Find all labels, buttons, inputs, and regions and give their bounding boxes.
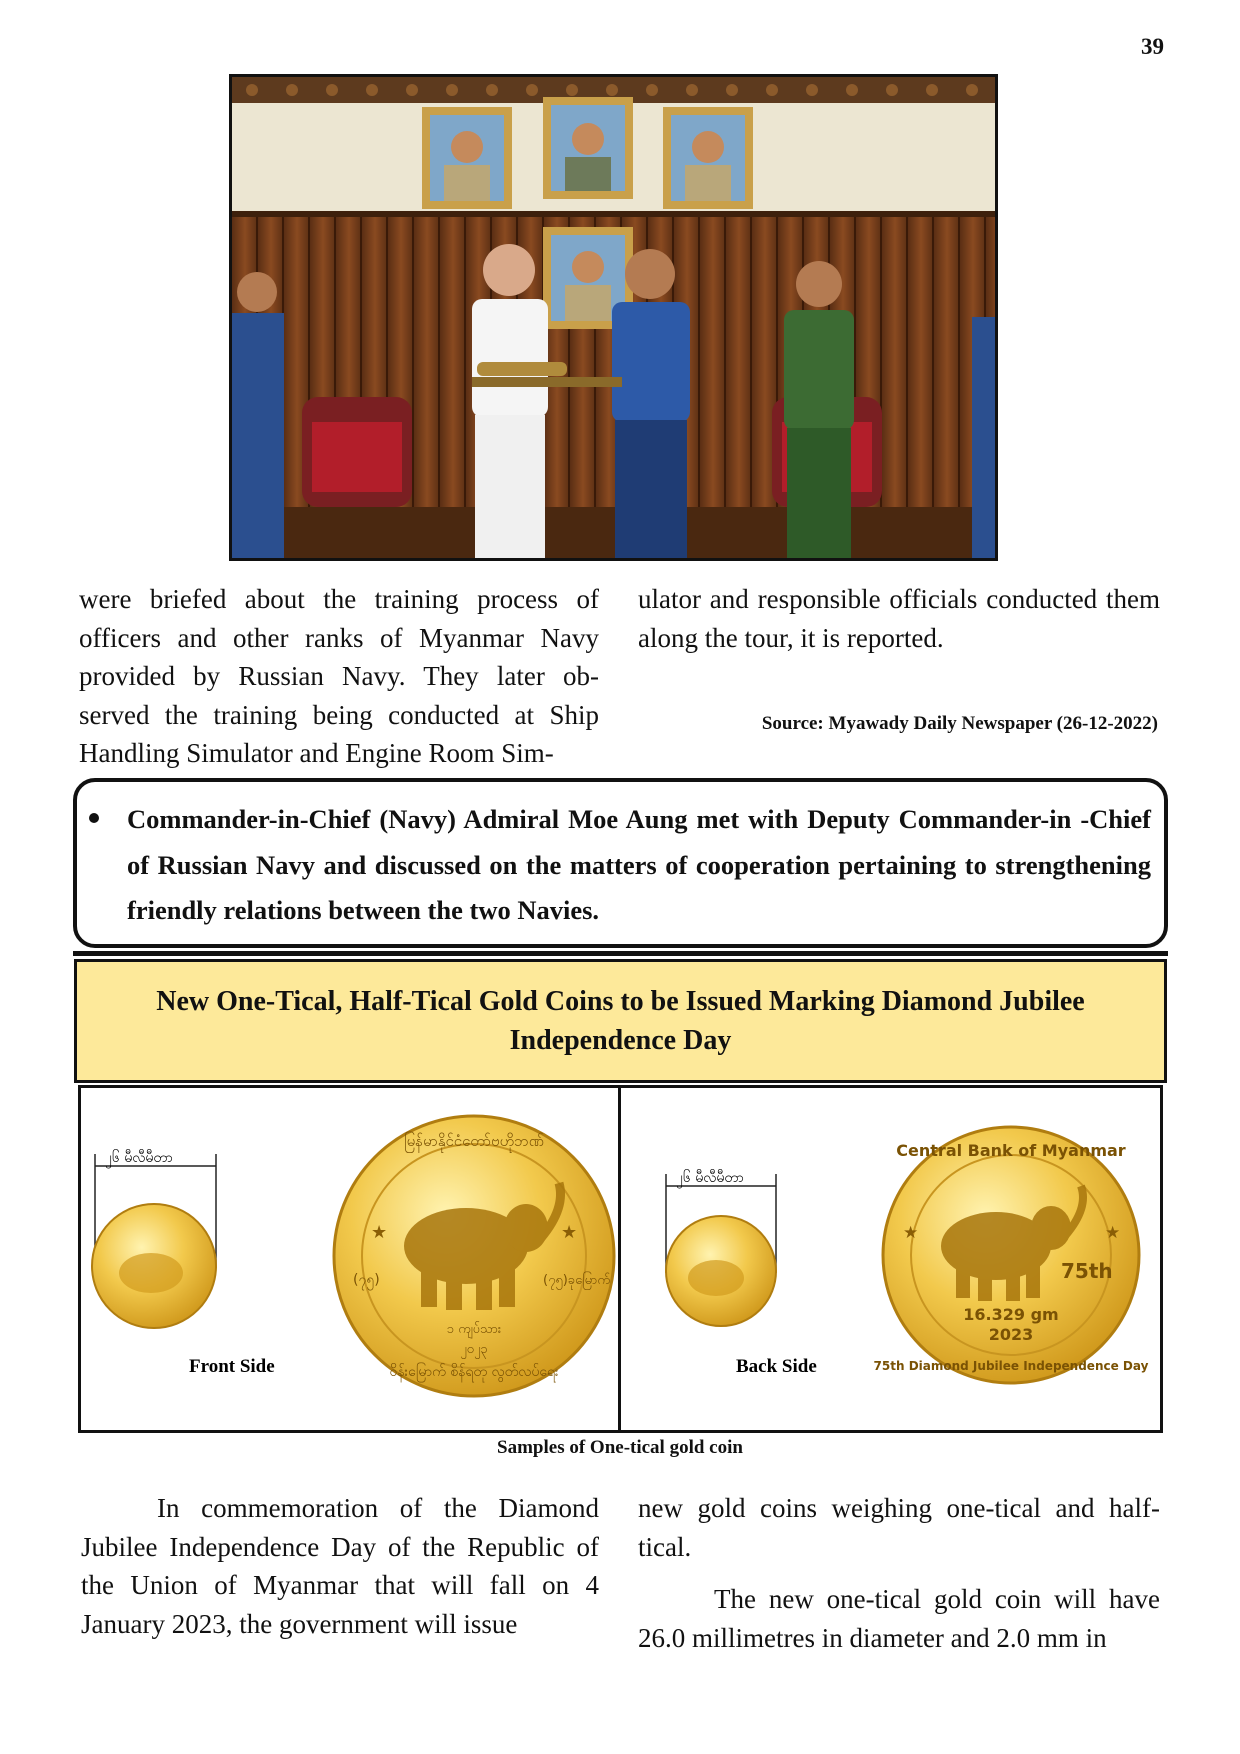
front-coin-top-text: မြန်မာနိုင်ငံတော်ဗဟိုဘဏ် <box>404 1132 544 1150</box>
front-side-panel <box>81 1088 617 1430</box>
star-right-icon: ★ <box>561 1222 578 1243</box>
source-line: Source: Myawady Daily Newspaper (26-12-2022) <box>761 713 1158 734</box>
back-coin-year: 2023 <box>988 1325 1034 1344</box>
article2-right-paragraph-2: The new one-tical gold coin will have 26.0 millimetres in diameter and 2.0 mm in <box>638 1584 1160 1653</box>
front-coin-weight: ၁ ကျပ်သား <box>446 1322 502 1337</box>
front-coin-side-text: (၇၅)ခုမြောက် <box>543 1273 611 1288</box>
back-coin-bottom-text: 75th Diamond Jubilee Independence Day <box>873 1359 1149 1373</box>
measure-label: ၂၆ မီလီမီတာ <box>105 1150 173 1166</box>
front-coin-year: ၂၀၂၃ <box>460 1342 488 1357</box>
page-number: 39 <box>1141 34 1164 59</box>
figure-caption: Samples of One-tical gold coin <box>497 1437 743 1458</box>
ceremony-photo <box>229 74 998 561</box>
back-side-label: Back Side <box>736 1356 817 1377</box>
headline-banner <box>74 959 1167 1083</box>
section-divider <box>73 951 1168 956</box>
front-coin-left-mark: (၇၅) <box>353 1272 380 1288</box>
star-left-icon: ★ <box>903 1223 919 1243</box>
article2-left-column: In commemoration of the Diamond Jubilee Independence Day of the Republic of the Union of Myanmar that will fall on 4 January 2023, the government will issue <box>81 1493 599 1639</box>
back-side-panel <box>621 1088 1160 1430</box>
back-coin-weight: 16.329 gm <box>963 1305 1059 1324</box>
measure-label-back: ၂၆ မီလီမီတာ <box>676 1170 744 1186</box>
article1-left-column: were briefed about the training process of officers and other ranks of Myanmar Navy provided by Russian Navy. They later ob-served the training being conducted at Ship Handling Simulator and Engine Room Sim- <box>79 584 599 768</box>
front-coin-bottom-text: ဝိန်းမြောက် စိန်ရတု လွတ်လပ်ရေး <box>389 1364 559 1380</box>
bullet-icon <box>89 813 99 823</box>
back-coin-top-text: Central Bank of Myanmar <box>896 1141 1126 1160</box>
star-left-icon: ★ <box>371 1222 388 1243</box>
front-side-label: Front Side <box>189 1356 275 1377</box>
article2-right-paragraph-1: new gold coins weighing one-tical and half-tical. <box>638 1493 1160 1562</box>
headline-title: New One-Tical, Half-Tical Gold Coins to be Issued Marking Diamond Jubilee Independence Day <box>156 986 1085 1056</box>
star-right-icon: ★ <box>1105 1223 1121 1243</box>
highlight-text: Commander-in-Chief (Navy) Admiral Moe Aung met with Deputy Commander-in -Chief of Russian Navy and discussed on the matters of cooperation pertaining to strengthening friendly relations between the two Navies. <box>127 804 1151 925</box>
back-coin-anniversary: 75th <box>1061 1259 1113 1283</box>
article1-right-column: ulator and responsible officials conducted them along the tour, it is reported. <box>638 584 1160 653</box>
